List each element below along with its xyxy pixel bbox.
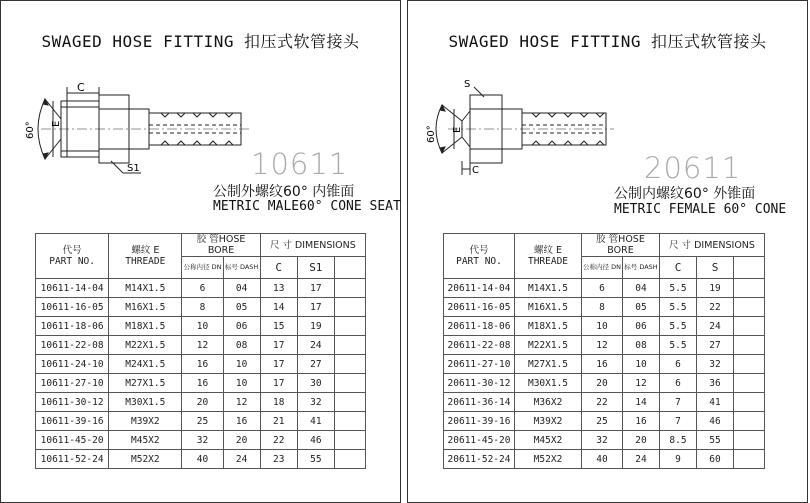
- header-dash: 标号 DASH: [223, 257, 260, 279]
- cell-blank: [734, 298, 765, 317]
- cell-s: 24: [297, 336, 334, 355]
- cell-part: 10611-16-05: [36, 298, 109, 317]
- cell-s: 55: [697, 431, 734, 450]
- cell-dash: 20: [623, 431, 660, 450]
- cell-thread: M22X1.5: [515, 336, 582, 355]
- cell-part: 20611-39-16: [444, 412, 515, 431]
- dimension-table: [35, 233, 366, 469]
- cell-s: 41: [297, 412, 334, 431]
- cell-part: 10611-30-12: [36, 393, 109, 412]
- table-row: [36, 374, 366, 393]
- cell-c: 5.5: [660, 317, 697, 336]
- cell-blank: [734, 431, 765, 450]
- header-blank: [734, 257, 765, 279]
- cell-s: 19: [697, 279, 734, 298]
- header-part: 代号 PART NO.: [36, 234, 109, 279]
- cell-c: 9: [660, 450, 697, 469]
- header-hose-bore: 胶 管HOSE BORE: [582, 234, 660, 257]
- title-cn: 扣压式软管接头: [244, 32, 360, 51]
- cell-dn: 32: [182, 431, 223, 450]
- cell-part: 20611-14-04: [444, 279, 515, 298]
- cell-dn: 25: [582, 412, 623, 431]
- cell-part: 10611-22-08: [36, 336, 109, 355]
- cell-dn: 6: [182, 279, 223, 298]
- cell-c: 8.5: [660, 431, 697, 450]
- cell-dn: 40: [182, 450, 223, 469]
- header-s1: S1: [297, 257, 334, 279]
- cell-c: 17: [260, 355, 297, 374]
- header-s: S: [697, 257, 734, 279]
- cell-thread: M27X1.5: [109, 374, 182, 393]
- cell-c: 14: [260, 298, 297, 317]
- cell-dn: 10: [582, 317, 623, 336]
- cell-c: 7: [660, 412, 697, 431]
- cell-c: 17: [260, 336, 297, 355]
- cell-dash: 14: [623, 393, 660, 412]
- cell-part: 20611-16-05: [444, 298, 515, 317]
- cell-s: 27: [697, 336, 734, 355]
- cell-thread: M39X2: [109, 412, 182, 431]
- dim-label-angle: 60°: [25, 121, 36, 139]
- cell-dash: 16: [623, 412, 660, 431]
- cell-c: 22: [260, 431, 297, 450]
- table-row: [36, 393, 366, 412]
- cell-dash: 05: [223, 298, 260, 317]
- cell-s: 60: [697, 450, 734, 469]
- table-row: [444, 450, 765, 469]
- cell-c: 5.5: [660, 336, 697, 355]
- cell-s: 17: [297, 279, 334, 298]
- cell-blank: [334, 450, 365, 469]
- dim-label-e: E: [51, 120, 62, 127]
- cell-dn: 8: [582, 298, 623, 317]
- cell-c: 7: [660, 393, 697, 412]
- cell-thread: M16X1.5: [109, 298, 182, 317]
- title-en: SWAGED HOSE FITTING: [41, 32, 234, 51]
- cell-dn: 20: [582, 374, 623, 393]
- cell-dash: 08: [623, 336, 660, 355]
- cell-dn: 12: [182, 336, 223, 355]
- cell-blank: [334, 298, 365, 317]
- cell-dash: 08: [223, 336, 260, 355]
- cell-s: 19: [297, 317, 334, 336]
- fitting-drawing-female: [408, 1, 809, 191]
- dimension-table: [443, 233, 765, 469]
- cell-part: 20611-30-12: [444, 374, 515, 393]
- header-dash: 标号 DASH: [623, 257, 660, 279]
- dim-label-e: E: [452, 126, 463, 133]
- cell-c: 5.5: [660, 279, 697, 298]
- cell-part: 10611-14-04: [36, 279, 109, 298]
- table-row: [444, 317, 765, 336]
- cell-c: 13: [260, 279, 297, 298]
- header-dimensions: 尺 寸 DIMENSIONS: [660, 234, 765, 257]
- cell-s: 17: [297, 298, 334, 317]
- cell-dn: 12: [582, 336, 623, 355]
- dim-label-s: S: [464, 79, 471, 90]
- cell-part: 20611-36-14: [444, 393, 515, 412]
- cell-blank: [334, 431, 365, 450]
- cell-s: 32: [297, 393, 334, 412]
- cell-dn: 32: [582, 431, 623, 450]
- cell-dash: 16: [223, 412, 260, 431]
- header-part: 代号 PART NO.: [444, 234, 515, 279]
- cell-part: 20611-45-20: [444, 431, 515, 450]
- cell-s: 32: [697, 355, 734, 374]
- cell-part: 10611-18-06: [36, 317, 109, 336]
- cell-thread: M39X2: [515, 412, 582, 431]
- table-row: [36, 355, 366, 374]
- cell-blank: [334, 374, 365, 393]
- cell-c: 15: [260, 317, 297, 336]
- cell-c: 17: [260, 374, 297, 393]
- cell-part: 20611-27-10: [444, 355, 515, 374]
- cell-thread: M27X1.5: [515, 355, 582, 374]
- cell-dash: 12: [223, 393, 260, 412]
- cell-thread: M14X1.5: [515, 279, 582, 298]
- header-c: C: [660, 257, 697, 279]
- cell-dn: 8: [182, 298, 223, 317]
- cell-dn: 10: [182, 317, 223, 336]
- table-row: [444, 412, 765, 431]
- cell-blank: [334, 336, 365, 355]
- cell-dash: 04: [223, 279, 260, 298]
- cell-part: 20611-22-08: [444, 336, 515, 355]
- cell-blank: [734, 317, 765, 336]
- table-row: [444, 355, 765, 374]
- cell-dn: 16: [582, 355, 623, 374]
- header-thread: 螺纹 E THREADE: [109, 234, 182, 279]
- table-row: [444, 393, 765, 412]
- cell-blank: [734, 393, 765, 412]
- cell-thread: M18X1.5: [109, 317, 182, 336]
- cell-thread: M30X1.5: [515, 374, 582, 393]
- header-blank: [334, 257, 365, 279]
- table-row: [36, 450, 366, 469]
- cell-thread: M45X2: [109, 431, 182, 450]
- table-row: [36, 317, 366, 336]
- cell-thread: M52X2: [109, 450, 182, 469]
- cell-part: 10611-27-10: [36, 374, 109, 393]
- table-row: [444, 336, 765, 355]
- table-row: [444, 279, 765, 298]
- cell-c: 21: [260, 412, 297, 431]
- cell-thread: M18X1.5: [515, 317, 582, 336]
- cell-dash: 24: [223, 450, 260, 469]
- cell-blank: [334, 317, 365, 336]
- part-number: 10611: [251, 147, 349, 181]
- cell-dash: 06: [623, 317, 660, 336]
- cell-part: 10611-52-24: [36, 450, 109, 469]
- cell-s: 22: [697, 298, 734, 317]
- cell-s: 55: [297, 450, 334, 469]
- table-row: [444, 374, 765, 393]
- cell-part: 10611-45-20: [36, 431, 109, 450]
- cell-dash: 10: [623, 355, 660, 374]
- title-en: SWAGED HOSE FITTING: [448, 32, 641, 51]
- cell-thread: M14X1.5: [109, 279, 182, 298]
- cell-c: 5.5: [660, 298, 697, 317]
- table-row: [36, 412, 366, 431]
- table-row: [36, 279, 366, 298]
- header-dimensions: 尺 寸 DIMENSIONS: [260, 234, 365, 257]
- cell-blank: [734, 450, 765, 469]
- cell-c: 18: [260, 393, 297, 412]
- description-en: METRIC FEMALE 60° CONE: [614, 202, 787, 217]
- cell-s: 24: [697, 317, 734, 336]
- cell-s: 46: [297, 431, 334, 450]
- cell-part: 20611-52-24: [444, 450, 515, 469]
- table-body: [36, 279, 366, 469]
- table-row: [36, 336, 366, 355]
- cell-thread: M16X1.5: [515, 298, 582, 317]
- cell-s: 46: [697, 412, 734, 431]
- cell-thread: M30X1.5: [109, 393, 182, 412]
- panel-10611: [0, 0, 401, 503]
- cell-dn: 16: [182, 355, 223, 374]
- cell-dn: 22: [582, 393, 623, 412]
- cell-dash: 12: [623, 374, 660, 393]
- header-hose-bore: 胶 管HOSE BORE: [182, 234, 260, 257]
- cell-thread: M45X2: [515, 431, 582, 450]
- header-dn: 公称内径 DN: [582, 257, 623, 279]
- cell-c: 23: [260, 450, 297, 469]
- cell-dn: 16: [182, 374, 223, 393]
- cell-dash: 10: [223, 355, 260, 374]
- cell-blank: [734, 355, 765, 374]
- cell-blank: [334, 279, 365, 298]
- cell-part: 10611-24-10: [36, 355, 109, 374]
- cell-s: 36: [697, 374, 734, 393]
- cell-s: 30: [297, 374, 334, 393]
- dim-label-angle: 60°: [426, 125, 437, 143]
- cell-blank: [334, 355, 365, 374]
- title-cn: 扣压式软管接头: [651, 32, 767, 51]
- cell-blank: [734, 412, 765, 431]
- table-row: [36, 431, 366, 450]
- cell-dn: 6: [582, 279, 623, 298]
- cell-blank: [334, 393, 365, 412]
- cell-c: 6: [660, 355, 697, 374]
- cell-part: 20611-18-06: [444, 317, 515, 336]
- table-row: [36, 298, 366, 317]
- description-cn: 公制外螺纹60° 内锥面: [213, 184, 355, 200]
- cell-dn: 20: [182, 393, 223, 412]
- cell-thread: M52X2: [515, 450, 582, 469]
- table-row: [444, 431, 765, 450]
- cell-blank: [734, 336, 765, 355]
- cell-thread: M22X1.5: [109, 336, 182, 355]
- cell-dash: 24: [623, 450, 660, 469]
- header-thread: 螺纹 E THREADE: [515, 234, 582, 279]
- cell-dash: 20: [223, 431, 260, 450]
- description-cn: 公制内螺纹60° 外锥面: [614, 186, 756, 202]
- table-body: [444, 279, 765, 469]
- dim-label-c: C: [77, 81, 85, 94]
- panel-20611: [407, 0, 808, 503]
- cell-thread: M36X2: [515, 393, 582, 412]
- header-dn: 公称内径 DN: [182, 257, 223, 279]
- cell-thread: M24X1.5: [109, 355, 182, 374]
- cell-s: 27: [297, 355, 334, 374]
- header-c: C: [260, 257, 297, 279]
- dim-label-s1: S1: [127, 163, 140, 174]
- cell-c: 6: [660, 374, 697, 393]
- cell-dash: 05: [623, 298, 660, 317]
- cell-blank: [734, 279, 765, 298]
- cell-part: 10611-39-16: [36, 412, 109, 431]
- table-row: [444, 298, 765, 317]
- cell-dn: 25: [182, 412, 223, 431]
- dim-label-c: C: [472, 165, 479, 176]
- cell-dash: 06: [223, 317, 260, 336]
- cell-dash: 04: [623, 279, 660, 298]
- cell-s: 41: [697, 393, 734, 412]
- cell-dash: 10: [223, 374, 260, 393]
- description-en: METRIC MALE60° CONE SEAT: [213, 199, 401, 214]
- cell-dn: 40: [582, 450, 623, 469]
- cell-blank: [734, 374, 765, 393]
- part-number: 20611: [644, 151, 742, 185]
- cell-blank: [334, 412, 365, 431]
